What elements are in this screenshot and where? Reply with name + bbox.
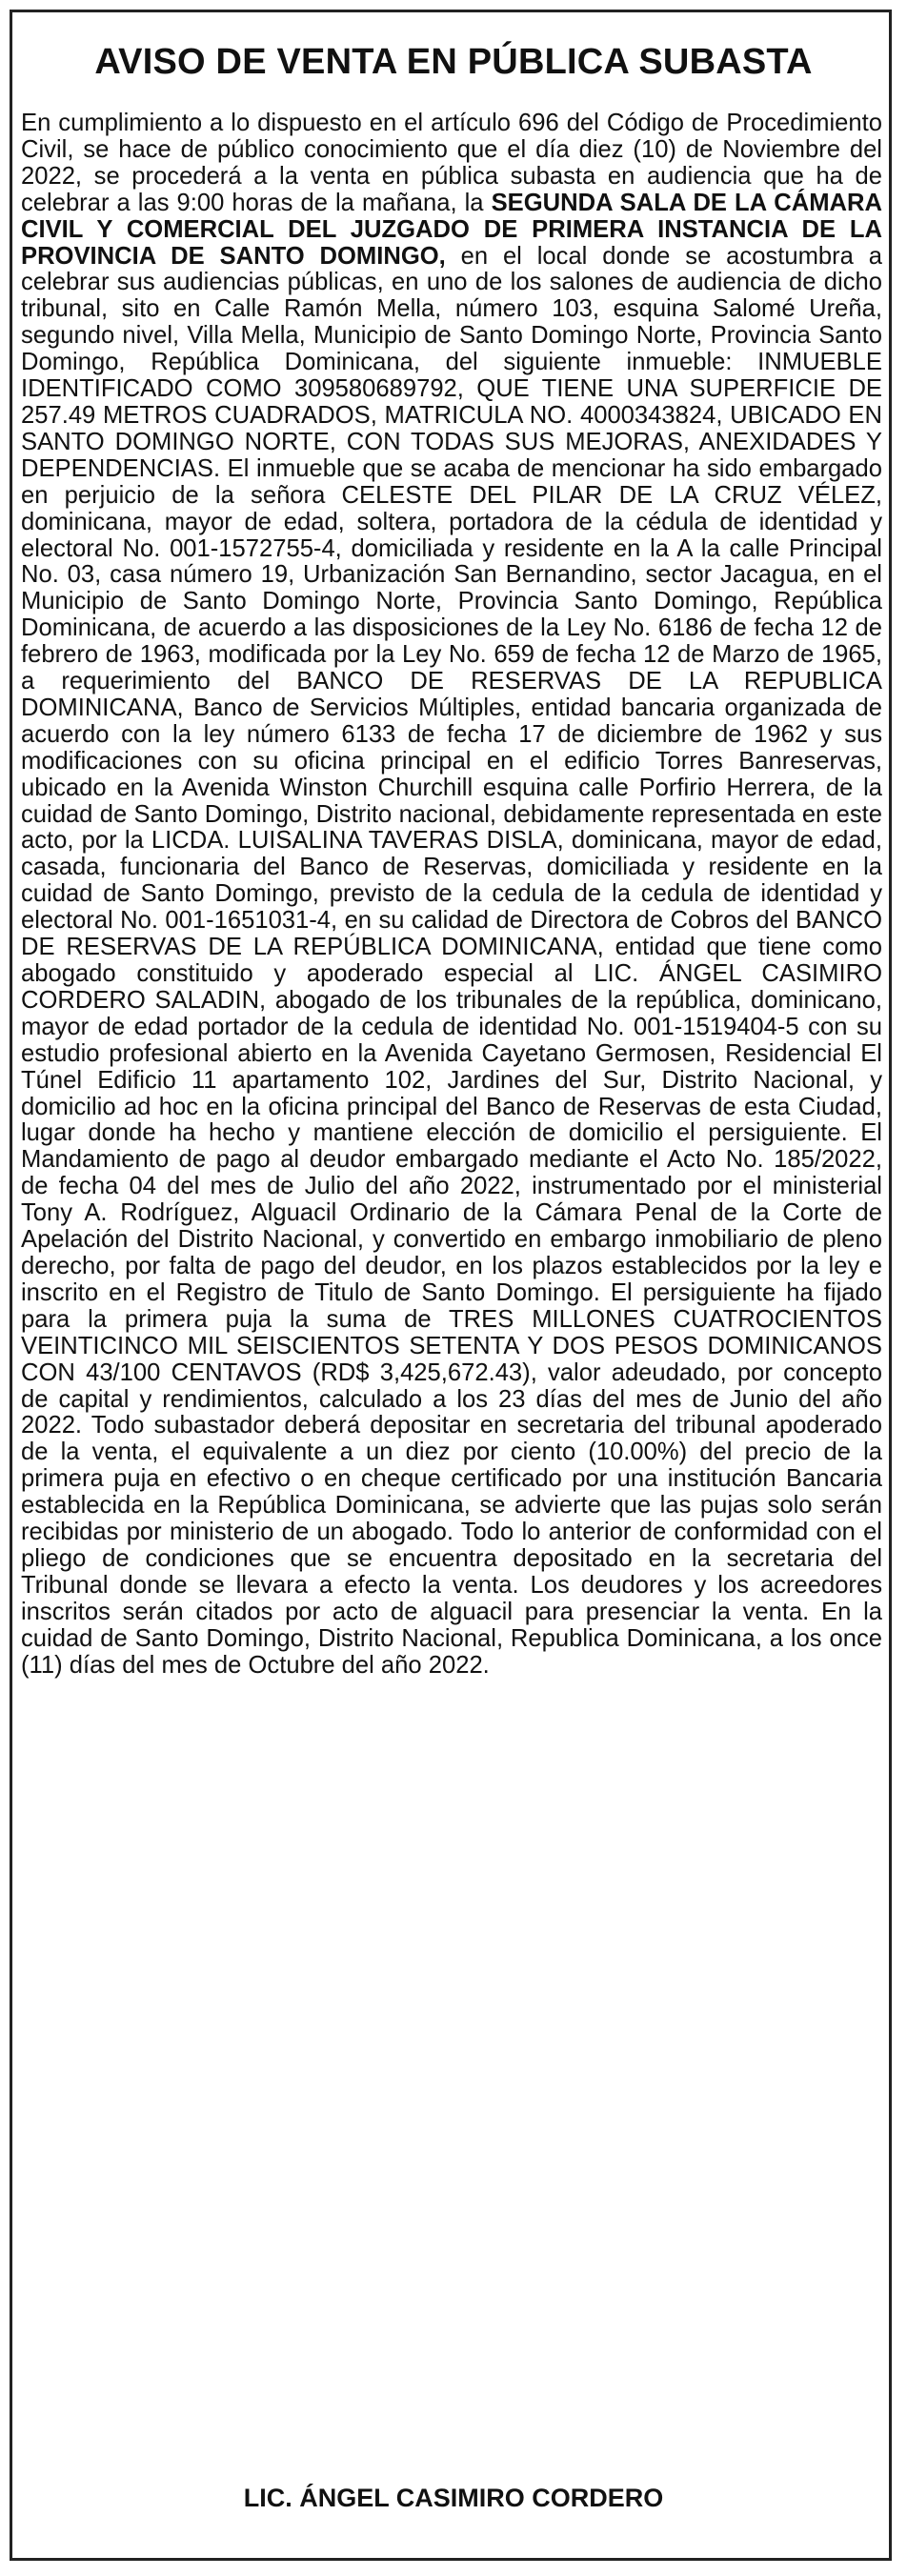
body-main-text: en el local donde se acostumbra a celebrar sus audiencias públicas, en uno de los salones de audiencia de dicho tribunal, sito en Calle Ramón Mella, número 103, esquina Salomé Ureña, segundo nivel, Villa Mella, Municipio de Santo Domingo Norte, Provincia Santo Domingo, República Dominicana, del siguiente inmueble: INMUEBLE IDENTIFICADO COMO 309580689792, QUE TIENE UNA SUPERFICIE DE 257.49 METROS CUADRADOS, MATRICULA NO. 4000343824, UBICADO EN SANTO DOMINGO NORTE, CON TODAS SUS MEJORAS, ANEXIDADES Y DEPENDENCIAS. El inmueble que se acaba de mencionar ha sido embargado en perjuicio de la señora CELESTE DEL PILAR DE LA CRUZ VÉLEZ, dominicana, mayor de edad, soltera, portadora de la cédula de identidad y electoral No. 001-1572755-4, domiciliada y residente en la A la calle Principal No. 03, casa número 19, Urbanización San Bernandino, sector Jacagua, en el Municipio de Santo Domingo Norte, Provincia Santo Domingo, República Dominicana, de acuerdo a las disposiciones de la Ley No. 6186 de fecha 12 de febrero de 1963, modificada por la Ley No. 659 de fecha 12 de Marzo de 1965, a requerimiento del BANCO DE RESERVAS DE LA REPUBLICA DOMINICANA, Banco de Servicios Múltiples, entidad bancaria organizada de acuerdo con la ley número 6133 de fecha 17 de diciembre de 1962 y sus modificaciones con su oficina principal en el edificio Torres Banreservas, ubicado en la Avenida Winston Churchill esquina calle Porfirio Herrera, de la cuidad de Santo Domingo, Distrito nacional, debidamente representada en este acto, por la LICDA. LUISALINA TAVERAS DISLA, dominicana, mayor de edad, casada, funcionaria del Banco de Reservas, domiciliada y residente en la cuidad de Santo Domingo, previsto de la cedula de la cedula de identidad y electoral No. 001-1651031-4, en su calidad de Directora de Cobros del BANCO DE RESERVAS DE LA REPÚBLICA DOMINICANA, entidad que tiene como abogado constituido y apoderado especial al LIC. ÁNGEL CASIMIRO CORDERO SALADIN, abogado de los tribunales de la república, dominicano, mayor de edad portador de la cedula de identidad No. 001-1519404-5 con su estudio profesional abierto en la Avenida Cayetano Germosen, Residencial El Túnel Edificio 11 apartamento 102, Jardines del Sur, Distrito Nacional, y domicilio ad hoc en la oficina principal del Banco de Reservas de esta Ciudad, lugar donde ha hecho y mantiene elección de domicilio el persiguiente. El Mandamiento de pago al deudor embargado mediante el Acto No. 185/2022, de fecha 04 del mes de Julio del año 2022, instrumentado por el ministerial Tony A. Rodríguez, Alguacil Ordinario de la Cámara Penal de la Corte de Apelación del Distrito Nacional, y convertido en embargo inmobiliario de pleno derecho, por falta de pago del deudor, en los plazos establecidos por la ley e inscrito en el Registro de Titulo de Santo Domingo. El persiguiente ha fijado para la primera puja la suma de TRES MILLONES CUATROCIENTOS VEINTICINCO MIL SEISCIENTOS SETENTA Y DOS PESOS DOMINICANOS CON 43/100 CENTAVOS (RD$ 3,425,672.43), valor adeudado, por concepto de capital y rendimientos, calculado a los 23 días del mes de Junio del año 2022. Todo subastador deberá depositar en secretaria del tribunal apoderado de la venta, el equivalente a un diez por ciento (10.00%) del precio de la primera puja en efectivo o en cheque certificado por una institución Bancaria establecida en la República Dominicana, se advierte que las pujas solo serán recibidas por ministerio de un abogado. Todo lo anterior de conformidad con el pliego de condiciones que se encuentra depositado en la secretaria del Tribunal donde se llevara a efecto la venta. Los deudores y los acreedores inscritos serán citados por acto de alguacil para presenciar la venta. En la cuidad de Santo Domingo, Distrito Nacional, Republica Dominicana, a los once (11) días del mes de Octubre del año 2022. [21,242,882,1679]
signature-line: LIC. ÁNGEL CASIMIRO CORDERO [243,2484,664,2512]
notice-title: AVISO DE VENTA EN PÚBLICA SUBASTA [94,42,813,82]
body-intro-text: En cumplimiento a lo dispuesto en el artículo 696 del Código de Procedimiento Civil, se hace de público conocimiento que el día diez (10) de Noviembre del 2022, se procederá a la venta en pública subasta en audiencia que ha de celebrar a las 9:00 horas de la mañana, la [21,110,882,216]
notice-body [21,111,882,1679]
court-name-bold: SEGUNDA SALA DE LA CÁMARA CIVIL Y COMERCIAL DEL JUZGADO DE PRIMERA INSTANCIA DE LA PROVINCIA DE SANTO DOMINGO, [21,189,882,270]
